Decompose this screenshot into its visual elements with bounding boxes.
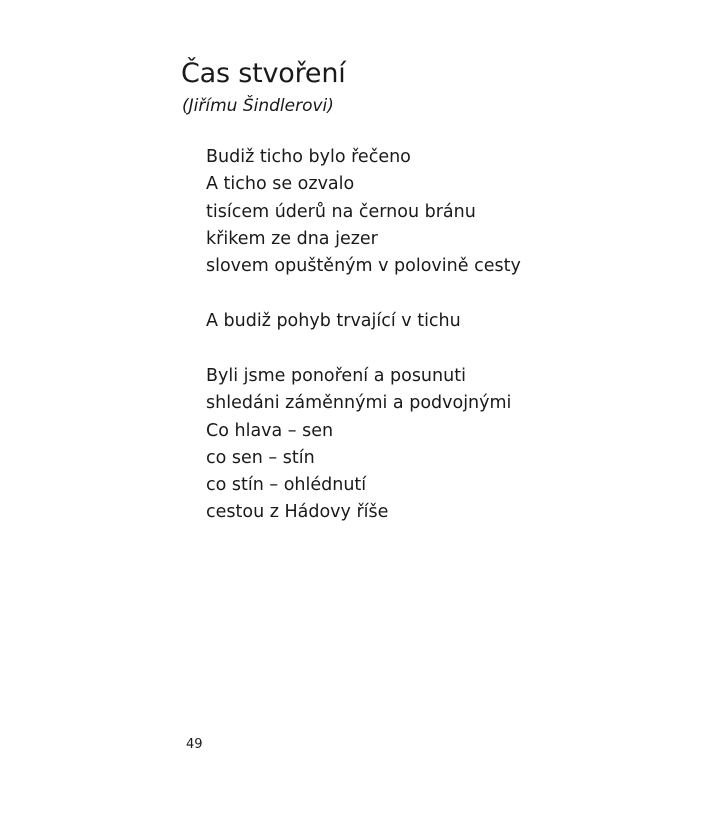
verse-line: cestou z Hádovy říše <box>206 502 389 523</box>
verse-line: A budiž pohyb trvající v tichu <box>206 311 461 331</box>
page-number: 49 <box>186 737 203 752</box>
verse-line: tisícem úderů na černou bránu <box>206 201 476 222</box>
verse-line: Byli jsme ponoření a posunuti <box>206 366 466 386</box>
stanza-3 <box>206 363 511 527</box>
verse-line: co stín – ohlédnutí <box>206 475 367 496</box>
stanza-1 <box>206 144 521 280</box>
verse-line: A ticho se ozvalo <box>206 174 355 195</box>
verse-line: křikem ze dna jezer <box>206 228 378 249</box>
verse-line: Budiž ticho bylo řečeno <box>206 147 411 167</box>
verse-line: slovem opuštěným v polovině cesty <box>206 256 521 277</box>
verse-line: Co hlava – sen <box>206 420 334 441</box>
poem-title: Čas stvoření <box>181 58 346 89</box>
verse-line: co sen – stín <box>206 447 315 468</box>
stanza-2 <box>206 308 461 335</box>
poem-dedication: (Jiřímu Šindlerovi) <box>182 96 334 116</box>
verse-line: shledáni záměnnými a podvojnými <box>206 393 512 414</box>
